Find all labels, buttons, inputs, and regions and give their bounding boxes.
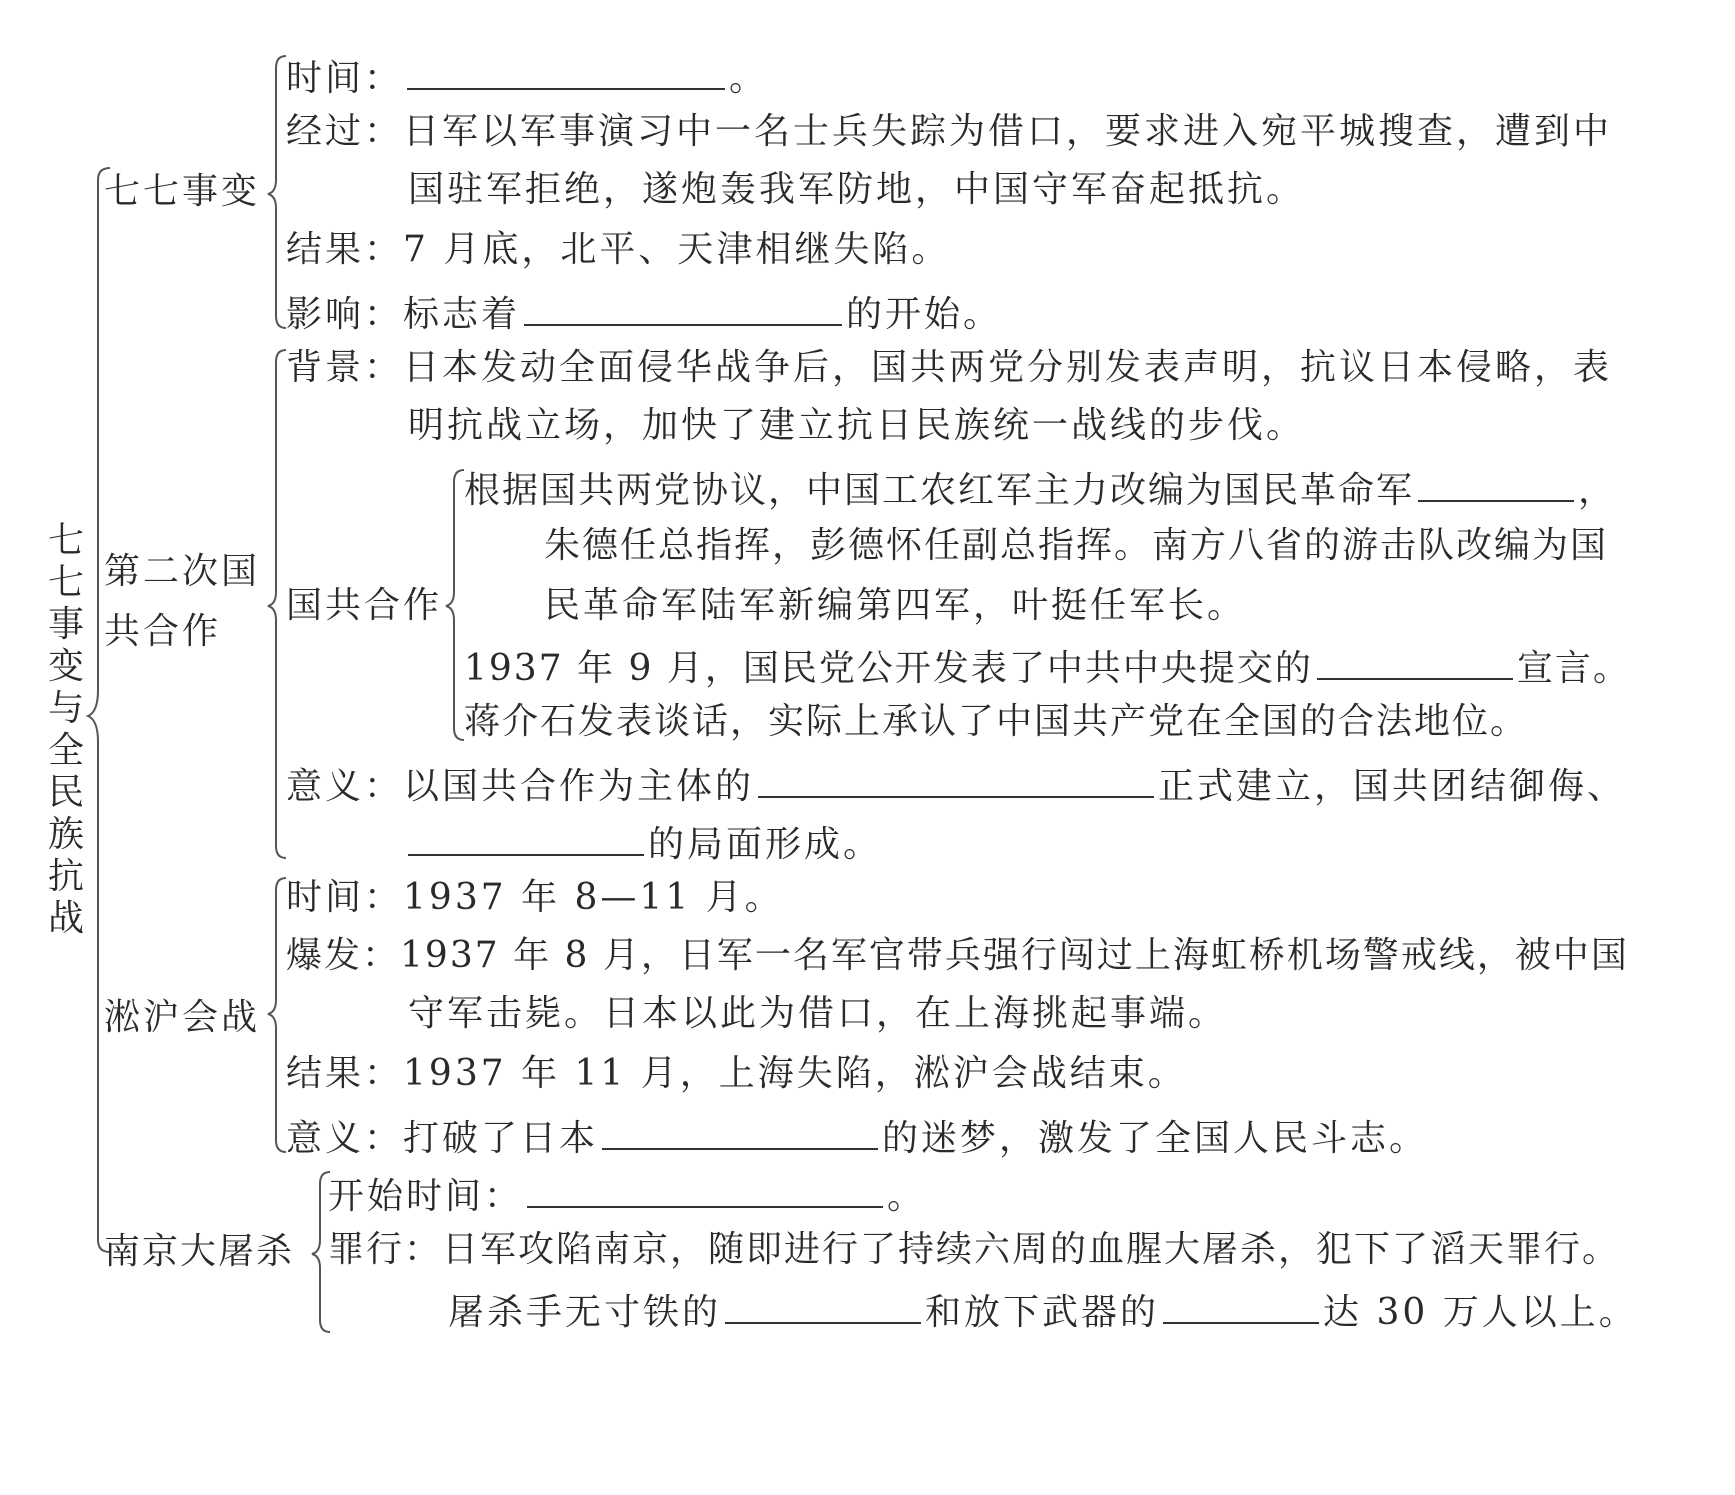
coop-c1-line1 bbox=[464, 466, 1616, 511]
songhu-time-label: 时间： bbox=[286, 877, 404, 918]
qiqi-impact-label: 影响： bbox=[286, 294, 404, 335]
songhu-meaning-row bbox=[286, 1114, 1428, 1159]
qiqi-impact-blank[interactable] bbox=[524, 290, 842, 326]
coop-meaning-label: 意义： bbox=[286, 766, 404, 807]
coop-c1-line2: 朱德任总指挥，彭德怀任副总指挥。南方八省的游击队改编为国 bbox=[544, 525, 1609, 566]
qiqi-impact-post: 的开始。 bbox=[846, 294, 1003, 335]
nanjing-crime-pre: 屠杀手无寸铁的 bbox=[448, 1292, 722, 1333]
coop-front-blank[interactable] bbox=[758, 762, 1154, 798]
nanjing-crime-line2 bbox=[448, 1288, 1638, 1333]
coop-meaning-post: 正式建立，国共团结御侮、 bbox=[1158, 766, 1627, 807]
coop-bg-line1: 日本发动全面侵华战争后，国共两党分别发表声明，抗议日本侵略，表 bbox=[403, 347, 1613, 388]
coop-c2-row bbox=[464, 644, 1631, 689]
nanjing-crime-row bbox=[328, 1230, 1620, 1270]
qiqi-label: 七七事变 bbox=[104, 171, 261, 212]
nanjing-crime-mid: 和放下武器的 bbox=[925, 1292, 1160, 1333]
coop-meaning-pre: 以国共合作为主体的 bbox=[403, 766, 755, 807]
coop-declaration-blank[interactable] bbox=[1317, 644, 1513, 680]
songhu-time-text: 1937 年 8—11 月。 bbox=[403, 877, 784, 918]
main-brace bbox=[88, 168, 110, 1252]
coop-c1-line1-pre: 根据国共两党协议，中国工农红军主力改编为国民革命军 bbox=[464, 470, 1415, 511]
nanjing-start-tail: 。 bbox=[887, 1176, 927, 1217]
qiqi-time-tail: 。 bbox=[729, 58, 769, 99]
coop-c1-line3: 民革命军陆军新编第四军，叶挺任军长。 bbox=[544, 585, 1247, 626]
nanjing-civilian-blank[interactable] bbox=[725, 1288, 921, 1324]
coop-bg-label: 背景： bbox=[286, 347, 404, 388]
coop-c3: 蒋介石发表谈话，实际上承认了中国共产党在全国的合法地位。 bbox=[464, 701, 1529, 742]
main-title: 七七事变与全民族抗战 bbox=[47, 520, 84, 939]
qiqi-process-label: 经过： bbox=[286, 111, 404, 152]
coop-army-blank[interactable] bbox=[1418, 466, 1574, 502]
qiqi-result-label: 结果： bbox=[286, 229, 404, 270]
qiqi-brace bbox=[268, 56, 286, 328]
qiqi-result-text: 7 月底，北平、天津相继失陷。 bbox=[403, 229, 951, 270]
coop-bg-line2: 明抗战立场，加快了建立抗日民族统一战线的步伐。 bbox=[408, 405, 1306, 446]
songhu-time-row bbox=[286, 878, 784, 918]
coop-bg-row bbox=[286, 348, 1612, 388]
songhu-outbreak-label: 爆发： bbox=[286, 935, 401, 976]
nanjing-start-row bbox=[328, 1172, 926, 1217]
qiqi-impact-row bbox=[286, 290, 1002, 335]
qiqi-result-row bbox=[286, 230, 950, 270]
nanjing-label: 南京大屠杀 bbox=[104, 1231, 295, 1272]
nanjing-crime-label: 罪行： bbox=[328, 1229, 443, 1270]
songhu-outbreak-row bbox=[286, 936, 1629, 976]
songhu-result-text: 1937 年 11 月，上海失陷，淞沪会战结束。 bbox=[403, 1053, 1187, 1094]
coop-meaning-row bbox=[286, 762, 1626, 807]
songhu-brace bbox=[268, 878, 286, 1152]
qiqi-process-line2: 国驻军拒绝，遂炮轰我军防地，中国守军奋起抵抗。 bbox=[408, 169, 1306, 210]
songhu-outbreak-line1: 1937 年 8 月，日军一名军官带兵强行闯过上海虹桥机场警戒线，被中国 bbox=[400, 935, 1629, 976]
qiqi-process-row bbox=[286, 112, 1612, 152]
nanjing-crime-post: 达 30 万人以上。 bbox=[1323, 1292, 1638, 1333]
songhu-meaning-label: 意义： bbox=[286, 1118, 404, 1159]
qiqi-time-label: 时间： bbox=[286, 58, 404, 99]
qiqi-impact-pre: 标志着 bbox=[403, 294, 521, 335]
coop-inner-brace bbox=[446, 470, 464, 740]
songhu-result-label: 结果： bbox=[286, 1053, 404, 1094]
coop-c2-pre: 1937 年 9 月，国民党公开发表了中共中央提交的 bbox=[464, 648, 1313, 689]
songhu-meaning-post: 的迷梦，激发了全国人民斗志。 bbox=[882, 1118, 1429, 1159]
nanjing-crime-line1: 日军攻陷南京，随即进行了持续六周的血腥大屠杀，犯下了滔天罪行。 bbox=[442, 1229, 1621, 1270]
songhu-meaning-pre: 打破了日本 bbox=[403, 1118, 599, 1159]
coop-meaning-line2 bbox=[408, 820, 882, 865]
coop-label-line1: 第二次国 bbox=[104, 551, 261, 592]
songhu-result-row bbox=[286, 1054, 1187, 1094]
qiqi-process-line1: 日军以军事演习中一名士兵失踪为借口，要求进入宛平城搜查，遭到中 bbox=[403, 111, 1613, 152]
qiqi-time-blank[interactable] bbox=[407, 54, 725, 90]
coop-label-line2: 共合作 bbox=[104, 611, 222, 652]
songhu-dream-blank[interactable] bbox=[602, 1114, 878, 1150]
songhu-label: 淞沪会战 bbox=[104, 997, 261, 1038]
nanjing-start-label: 开始时间： bbox=[328, 1176, 524, 1217]
coop-c2-post: 宣言。 bbox=[1516, 648, 1631, 689]
coop-brace bbox=[268, 350, 286, 858]
coop-situation-blank[interactable] bbox=[408, 820, 644, 856]
coop-meaning-line2-post: 的局面形成。 bbox=[648, 824, 883, 865]
songhu-outbreak-line2: 守军击毙。日本以此为借口，在上海挑起事端。 bbox=[408, 993, 1228, 1034]
coop-c1-line1-post: ， bbox=[1578, 470, 1617, 511]
coop-inner-label: 国共合作 bbox=[286, 585, 443, 626]
nanjing-soldier-blank[interactable] bbox=[1163, 1288, 1319, 1324]
qiqi-time-row bbox=[286, 54, 768, 99]
nanjing-start-blank[interactable] bbox=[527, 1172, 883, 1208]
